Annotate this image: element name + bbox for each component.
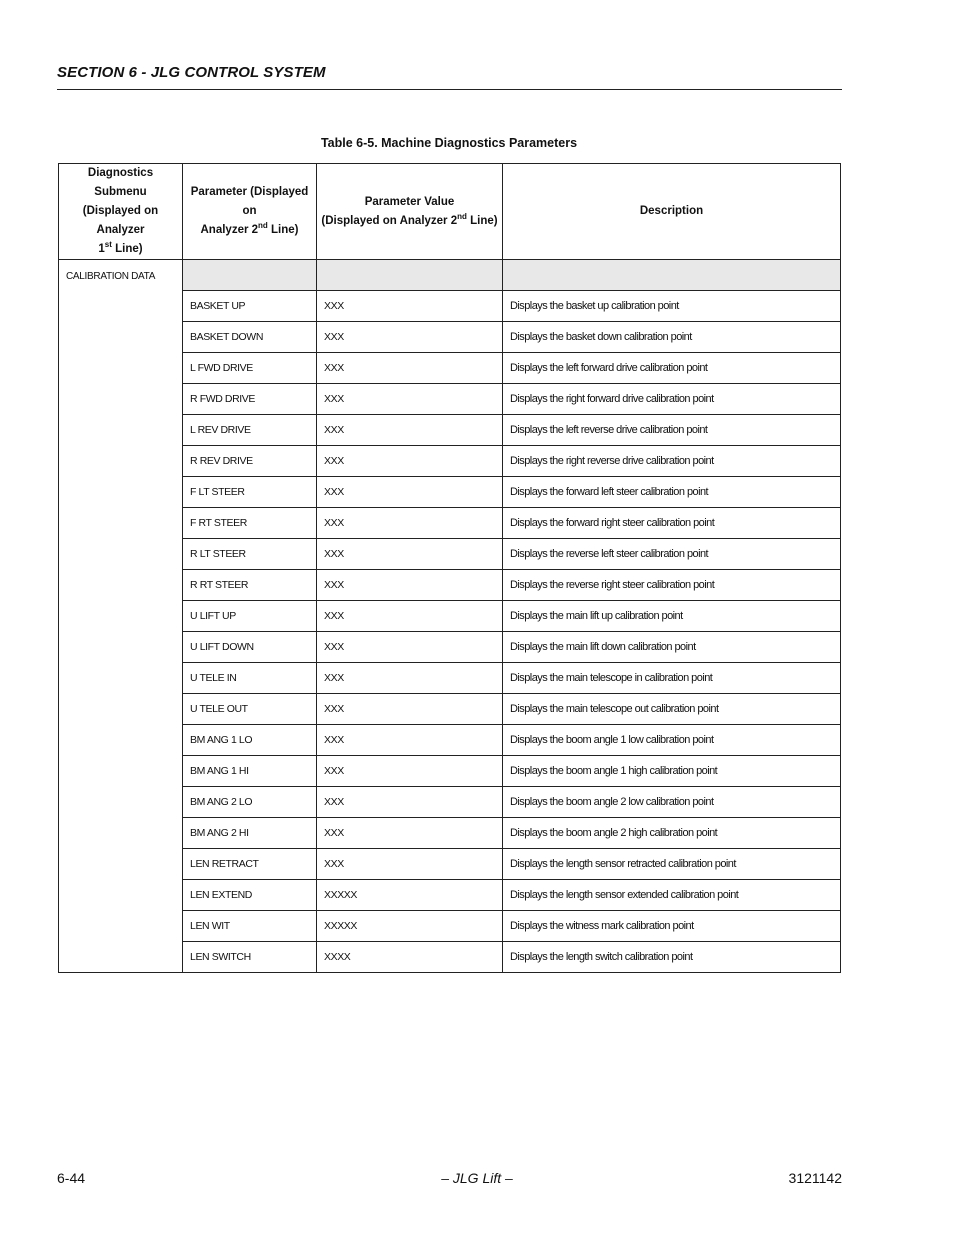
- value-cell: XXX: [317, 818, 503, 849]
- value-cell: XXX: [317, 601, 503, 632]
- description-cell: Displays the boom angle 1 low calibration point: [503, 725, 841, 756]
- description-cell: Displays the boom angle 2 low calibration point: [503, 787, 841, 818]
- value-cell: XXX: [317, 570, 503, 601]
- description-cell: Displays the main lift up calibration point: [503, 601, 841, 632]
- column-header-value: Parameter Value (Displayed on Analyzer 2nd Line): [317, 164, 503, 260]
- parameter-cell: U TELE OUT: [183, 694, 317, 725]
- value-cell: XXX: [317, 415, 503, 446]
- value-cell: XXX: [317, 446, 503, 477]
- parameter-cell: LEN RETRACT: [183, 849, 317, 880]
- parameter-cell: BM ANG 1 LO: [183, 725, 317, 756]
- parameter-cell: U LIFT UP: [183, 601, 317, 632]
- empty-cell: [317, 260, 503, 291]
- column-header-submenu: Diagnostics Submenu (Displayed on Analyzer 1st Line): [59, 164, 183, 260]
- page-number: 6-44: [57, 1170, 86, 1186]
- parameter-cell: LEN WIT: [183, 911, 317, 942]
- section-title: SECTION 6 - JLG CONTROL SYSTEM: [57, 64, 326, 81]
- description-cell: Displays the basket up calibration point: [503, 291, 841, 322]
- parameter-cell: BASKET DOWN: [183, 322, 317, 353]
- parameter-cell: BM ANG 2 LO: [183, 787, 317, 818]
- parameter-cell: BM ANG 2 HI: [183, 818, 317, 849]
- parameter-cell: LEN SWITCH: [183, 942, 317, 973]
- value-cell: XXX: [317, 725, 503, 756]
- diagnostics-table: [58, 163, 841, 973]
- parameter-cell: F LT STEER: [183, 477, 317, 508]
- description-cell: Displays the length sensor extended calibration point: [503, 880, 841, 911]
- empty-cell: [503, 260, 841, 291]
- parameter-cell: L REV DRIVE: [183, 415, 317, 446]
- description-cell: Displays the right forward drive calibration point: [503, 384, 841, 415]
- parameter-cell: R RT STEER: [183, 570, 317, 601]
- description-cell: Displays the basket down calibration point: [503, 322, 841, 353]
- parameter-cell: U TELE IN: [183, 663, 317, 694]
- value-cell: XXX: [317, 756, 503, 787]
- footer-brand: – JLG Lift –: [441, 1170, 513, 1186]
- column-header-parameter: Parameter (Displayed on Analyzer 2nd Line): [183, 164, 317, 260]
- table-header-row: [59, 164, 841, 260]
- empty-cell: [183, 260, 317, 291]
- value-cell: XXX: [317, 787, 503, 818]
- description-cell: Displays the main lift down calibration point: [503, 632, 841, 663]
- parameter-cell: R REV DRIVE: [183, 446, 317, 477]
- description-cell: Displays the reverse right steer calibration point: [503, 570, 841, 601]
- value-cell: XXX: [317, 353, 503, 384]
- value-cell: XXX: [317, 694, 503, 725]
- value-cell: XXX: [317, 663, 503, 694]
- value-cell: XXX: [317, 508, 503, 539]
- description-cell: Displays the reverse left steer calibration point: [503, 539, 841, 570]
- description-cell: Displays the forward left steer calibration point: [503, 477, 841, 508]
- description-cell: Displays the boom angle 1 high calibration point: [503, 756, 841, 787]
- value-cell: XXX: [317, 291, 503, 322]
- description-cell: Displays the left forward drive calibration point: [503, 353, 841, 384]
- table-row-submenu: [59, 260, 841, 291]
- description-cell: Displays the length switch calibration point: [503, 942, 841, 973]
- description-cell: Displays the boom angle 2 high calibration point: [503, 818, 841, 849]
- document-number: 3121142: [788, 1170, 842, 1186]
- table-body: [59, 260, 841, 973]
- description-cell: Displays the left reverse drive calibration point: [503, 415, 841, 446]
- parameter-cell: R LT STEER: [183, 539, 317, 570]
- description-cell: Displays the main telescope out calibration point: [503, 694, 841, 725]
- value-cell: XXXX: [317, 942, 503, 973]
- value-cell: XXX: [317, 539, 503, 570]
- header-divider: [57, 89, 842, 90]
- description-cell: Displays the witness mark calibration point: [503, 911, 841, 942]
- parameter-cell: R FWD DRIVE: [183, 384, 317, 415]
- parameter-cell: L FWD DRIVE: [183, 353, 317, 384]
- value-cell: XXX: [317, 322, 503, 353]
- parameter-cell: F RT STEER: [183, 508, 317, 539]
- value-cell: XXX: [317, 849, 503, 880]
- description-cell: Displays the length sensor retracted calibration point: [503, 849, 841, 880]
- value-cell: XXX: [317, 384, 503, 415]
- parameter-cell: BASKET UP: [183, 291, 317, 322]
- description-cell: Displays the right reverse drive calibration point: [503, 446, 841, 477]
- parameter-cell: BM ANG 1 HI: [183, 756, 317, 787]
- parameter-cell: U LIFT DOWN: [183, 632, 317, 663]
- description-cell: Displays the forward right steer calibration point: [503, 508, 841, 539]
- value-cell: XXX: [317, 477, 503, 508]
- value-cell: XXXXX: [317, 880, 503, 911]
- value-cell: XXX: [317, 632, 503, 663]
- value-cell: XXXXX: [317, 911, 503, 942]
- table-title: Table 6-5. Machine Diagnostics Parameters: [320, 136, 578, 150]
- submenu-cell: CALIBRATION DATA: [59, 260, 183, 973]
- column-header-description: Description: [503, 164, 841, 260]
- parameter-cell: LEN EXTEND: [183, 880, 317, 911]
- description-cell: Displays the main telescope in calibration point: [503, 663, 841, 694]
